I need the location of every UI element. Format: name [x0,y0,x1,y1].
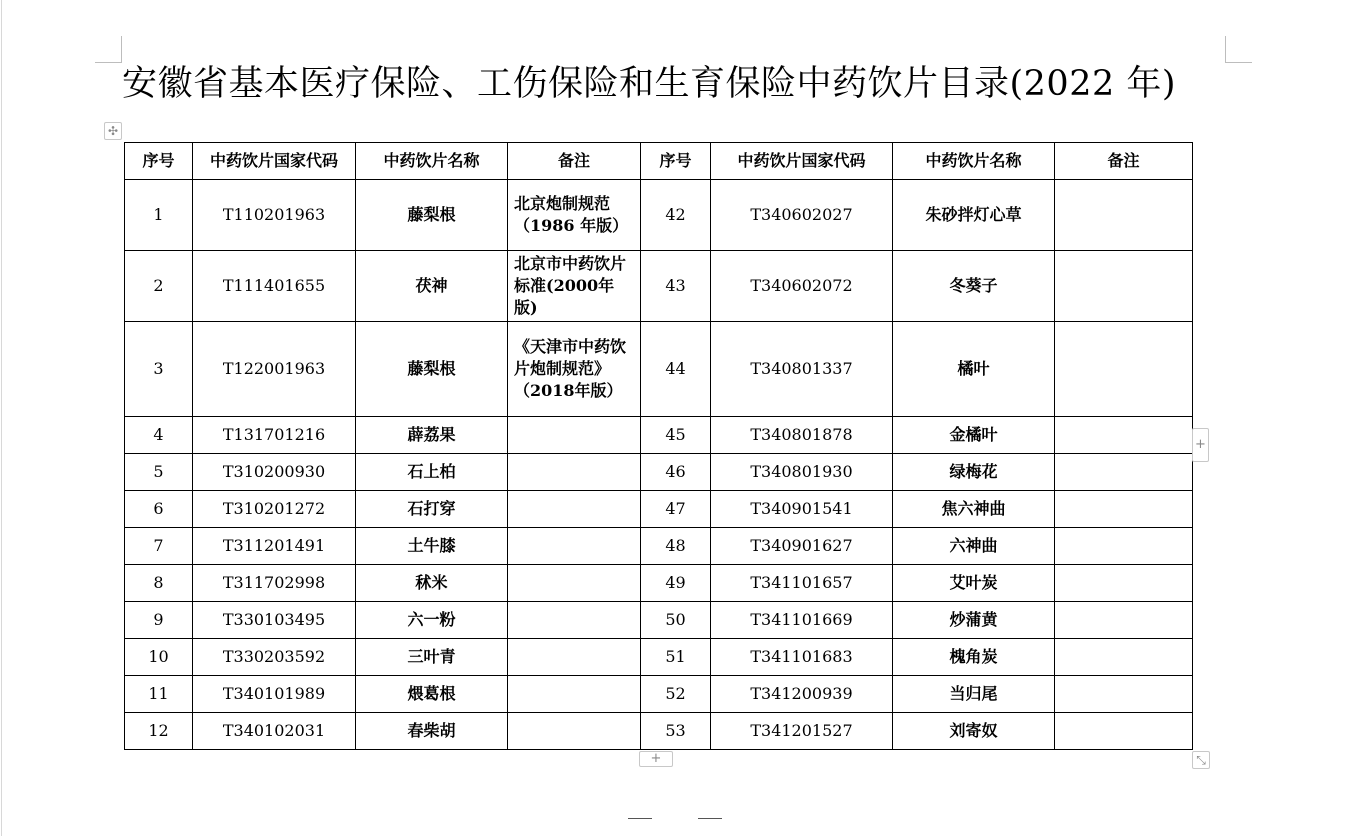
cell-index-2[interactable]: 42 [641,180,711,251]
cell-name-2[interactable]: 槐角炭 [893,639,1055,676]
page-footer-dash-right [698,818,722,819]
cell-code[interactable]: T310201272 [193,491,356,528]
table-row [125,180,1193,251]
header-cell-index-2: 序号 [641,143,711,180]
cell-code-2[interactable]: T340801930 [711,454,893,491]
table-row [125,565,1193,602]
header-cell-name: 中药饮片名称 [356,143,508,180]
table-row [125,322,1193,417]
cell-name[interactable]: 六一粉 [356,602,508,639]
cell-index[interactable]: 9 [125,602,193,639]
cell-code-2[interactable]: T340602072 [711,251,893,322]
cell-note[interactable]: 北京炮制规范（1986 年版） [508,180,641,251]
cell-code[interactable]: T122001963 [193,322,356,417]
cell-code[interactable]: T110201963 [193,180,356,251]
header-cell-name-2: 中药饮片名称 [893,143,1055,180]
cell-name-2[interactable]: 冬葵子 [893,251,1055,322]
cell-name[interactable]: 煨葛根 [356,676,508,713]
header-cell-index: 序号 [125,143,193,180]
cell-code-2[interactable]: T341101669 [711,602,893,639]
cell-name[interactable]: 石上柏 [356,454,508,491]
cell-index-2[interactable]: 49 [641,565,711,602]
crop-mark-top-left [95,36,122,63]
cell-index[interactable]: 6 [125,491,193,528]
table-row [125,676,1193,713]
drug-catalog-table [124,142,1193,750]
cell-name[interactable]: 茯神 [356,251,508,322]
cell-note[interactable] [508,417,641,454]
cell-index[interactable]: 3 [125,322,193,417]
table-row [125,251,1193,322]
cell-index-2[interactable]: 52 [641,676,711,713]
header-cell-note: 备注 [508,143,641,180]
cell-index[interactable]: 7 [125,528,193,565]
cell-note-2[interactable] [1055,565,1193,602]
cell-name[interactable]: 薜荔果 [356,417,508,454]
crop-mark-top-right [1225,36,1252,63]
add-row-icon[interactable]: + [639,751,673,767]
cell-note[interactable] [508,676,641,713]
cell-index[interactable]: 4 [125,417,193,454]
cell-code[interactable]: T311201491 [193,528,356,565]
cell-code[interactable]: T131701216 [193,417,356,454]
cell-note-2[interactable] [1055,639,1193,676]
cell-code-2[interactable]: T341101683 [711,639,893,676]
cell-code-2[interactable]: T340901541 [711,491,893,528]
cell-code-2[interactable]: T340801878 [711,417,893,454]
cell-name-2[interactable]: 炒蒲黄 [893,602,1055,639]
cell-name-2[interactable]: 六神曲 [893,528,1055,565]
table-resize-icon[interactable]: ⤡ [1192,751,1210,769]
cell-code-2[interactable]: T340602027 [711,180,893,251]
page-edge [1,0,2,836]
cell-name[interactable]: 秫米 [356,565,508,602]
cell-note[interactable] [508,713,641,750]
cell-name[interactable]: 春柴胡 [356,713,508,750]
document-title: 安徽省基本医疗保险、工伤保险和生育保险中药饮片目录(2022 年) [122,64,1177,104]
cell-note-2[interactable] [1055,713,1193,750]
cell-index-2[interactable]: 44 [641,322,711,417]
cell-name[interactable]: 藤梨根 [356,180,508,251]
cell-code-2[interactable]: T341201527 [711,713,893,750]
cell-index-2[interactable]: 46 [641,454,711,491]
cell-code[interactable]: T340101989 [193,676,356,713]
cell-index[interactable]: 10 [125,639,193,676]
table-row [125,454,1193,491]
cell-code[interactable]: T311702998 [193,565,356,602]
cell-index-2[interactable]: 50 [641,602,711,639]
cell-note[interactable] [508,639,641,676]
cell-code-2[interactable]: T340901627 [711,528,893,565]
cell-note-2[interactable] [1055,602,1193,639]
cell-note-2[interactable] [1055,417,1193,454]
cell-name-2[interactable]: 橘叶 [893,322,1055,417]
page-footer-dash-left [628,818,652,819]
cell-code-2[interactable]: T341101657 [711,565,893,602]
cell-index-2[interactable]: 51 [641,639,711,676]
cell-note[interactable] [508,528,641,565]
cell-name[interactable]: 土牛膝 [356,528,508,565]
header-cell-code-2: 中药饮片国家代码 [711,143,893,180]
cell-index[interactable]: 12 [125,713,193,750]
cell-code-2[interactable]: T340801337 [711,322,893,417]
cell-note[interactable] [508,491,641,528]
table-row [125,713,1193,750]
cell-code[interactable]: T330103495 [193,602,356,639]
cell-note-2[interactable] [1055,491,1193,528]
cell-index[interactable]: 11 [125,676,193,713]
cell-name-2[interactable]: 刘寄奴 [893,713,1055,750]
cell-index[interactable]: 5 [125,454,193,491]
cell-note-2[interactable] [1055,454,1193,491]
cell-name-2[interactable]: 金橘叶 [893,417,1055,454]
cell-note[interactable] [508,602,641,639]
table-row [125,528,1193,565]
cell-index-2[interactable]: 43 [641,251,711,322]
cell-index-2[interactable]: 47 [641,491,711,528]
cell-index[interactable]: 2 [125,251,193,322]
cell-note-2[interactable] [1055,251,1193,322]
cell-name[interactable]: 三叶青 [356,639,508,676]
cell-note-2[interactable] [1055,180,1193,251]
table-row [125,417,1193,454]
cell-index-2[interactable]: 53 [641,713,711,750]
cell-name-2[interactable]: 绿梅花 [893,454,1055,491]
cell-note-2[interactable] [1055,528,1193,565]
cell-note[interactable]: 北京市中药饮片 标准(2000年版) [508,251,641,322]
cell-code[interactable]: T111401655 [193,251,356,322]
cell-name[interactable]: 石打穿 [356,491,508,528]
header-cell-code: 中药饮片国家代码 [193,143,356,180]
table-row [125,491,1193,528]
cell-note[interactable] [508,454,641,491]
cell-name[interactable]: 藤梨根 [356,322,508,417]
cell-index[interactable]: 8 [125,565,193,602]
cell-code-2[interactable]: T341200939 [711,676,893,713]
cell-name-2[interactable]: 朱砂拌灯心草 [893,180,1055,251]
cell-code[interactable]: T330203592 [193,639,356,676]
cell-index-2[interactable]: 45 [641,417,711,454]
cell-name-2[interactable]: 焦六神曲 [893,491,1055,528]
table-row [125,602,1193,639]
header-cell-note-2: 备注 [1055,143,1193,180]
cell-note-2[interactable] [1055,676,1193,713]
cell-note[interactable] [508,565,641,602]
add-column-icon[interactable]: + [1192,428,1209,462]
cell-code[interactable]: T340102031 [193,713,356,750]
cell-code[interactable]: T310200930 [193,454,356,491]
cell-index[interactable]: 1 [125,180,193,251]
cell-name-2[interactable]: 艾叶炭 [893,565,1055,602]
table-header-row [125,143,1193,180]
cell-name-2[interactable]: 当归尾 [893,676,1055,713]
cell-note-2[interactable] [1055,322,1193,417]
table-move-icon[interactable]: ✣ [104,122,122,140]
table-row [125,639,1193,676]
cell-note[interactable]: 《天津市中药饮 片炮制规范》（2018年版） [508,322,641,417]
cell-index-2[interactable]: 48 [641,528,711,565]
